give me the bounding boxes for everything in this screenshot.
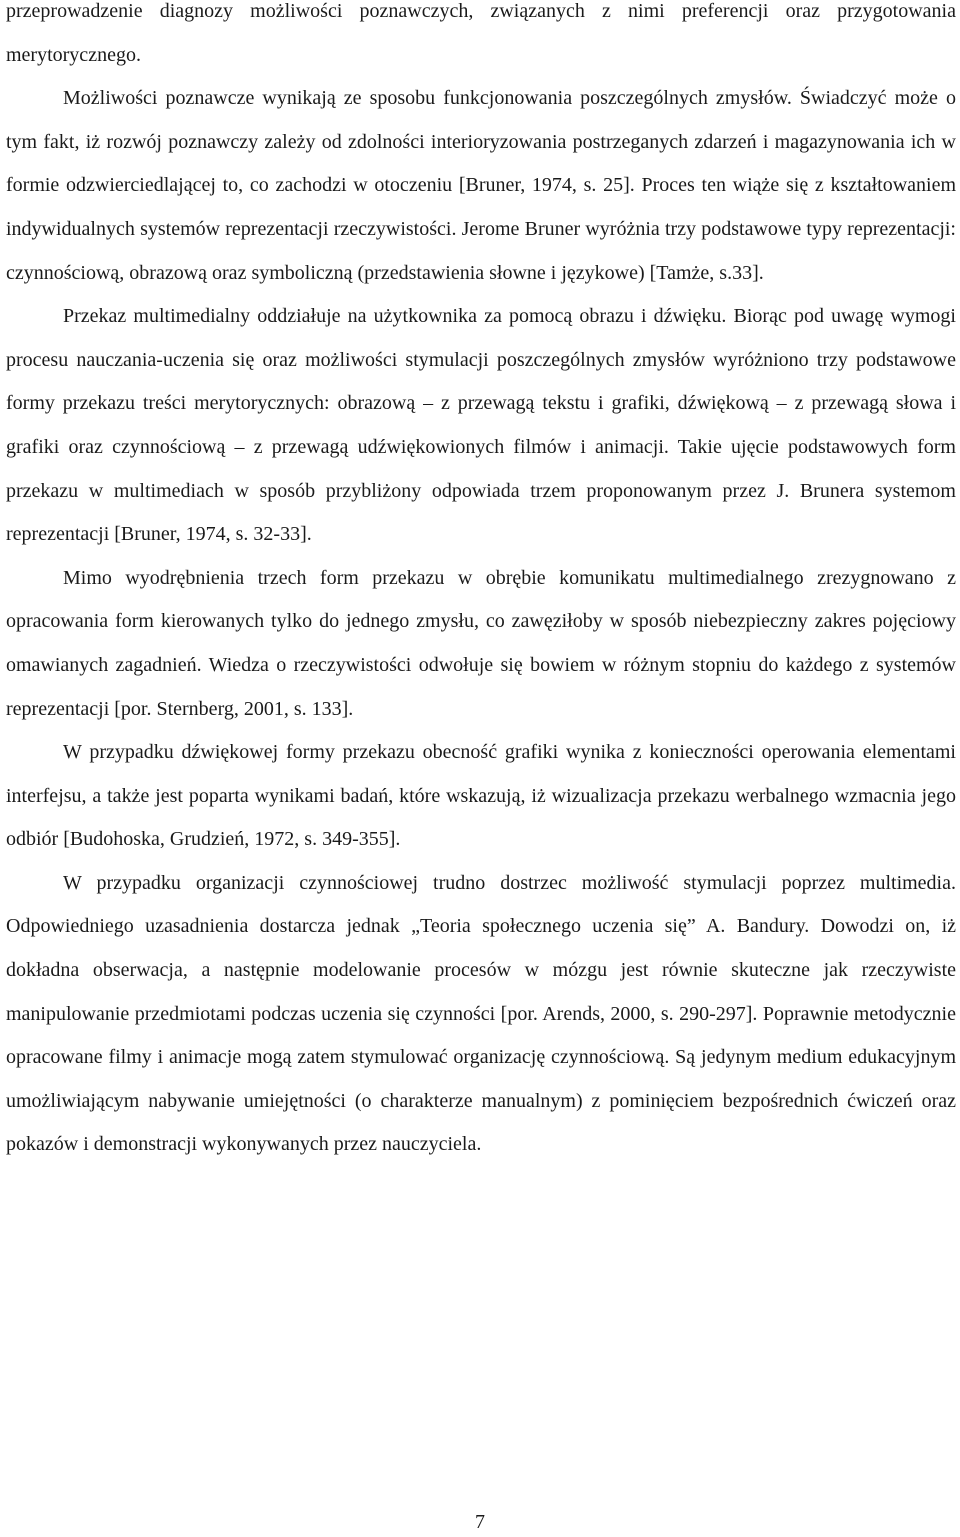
document-body bbox=[6, 0, 956, 1167]
paragraph-6: W przypadku organizacji czynnościowej trudno dostrzec możliwość stymulacji poprzez multimedia. Odpowiedniego uzasadnienia dostarcza jednak „Teoria społecznego uczenia się” A. Bandury. Dowodzi on, iż dokładna obserwacja, a następnie modelowanie procesów w mózgu jest równie skuteczne jak rzeczywiste manipulowanie przedmiotami podczas uczenia się czynności [por. Arends, 2000, s. 290-297]. Poprawnie metodycznie opracowane filmy i animacje mogą zatem stymulować organizację czynnościową. Są jedynym medium edukacyjnym umożliwiającym nabywanie umiejętności (o charakterze manualnym) z pominięciem bezpośrednich ćwiczeń oraz pokazów i demonstracji wykonywanych przez nauczyciela. bbox=[6, 871, 956, 1156]
paragraph-1: przeprowadzenie diagnozy możliwości poznawczych, związanych z nimi preferencji oraz przygotowania merytorycznego. bbox=[6, 0, 956, 66]
paragraph-5: W przypadku dźwiękowej formy przekazu obecność grafiki wynika z konieczności operowania elementami interfejsu, a także jest poparta wynikami badań, które wskazują, iż wizualizacja przekazu werbalnego wzmacnia jego odbiór [Budohoska, Grudzień, 1972, s. 349-355]. bbox=[6, 741, 956, 851]
paragraph-2: Możliwości poznawcze wynikają ze sposobu funkcjonowania poszczególnych zmysłów. Świadczyć może o tym fakt, iż rozwój poznawczy zależy od zdolności interioryzowania postrzeganych zdarzeń i magazynowania ich w formie odzwierciedlającej to, co zachodzi w otoczeniu [Bruner, 1974, s. 25]. Proces ten wiąże się z kształtowaniem indywidualnych systemów reprezentacji rzeczywistości. Jerome Bruner wyróżnia trzy podstawowe typy reprezentacji: czynnościową, obrazową oraz symboliczną (przedstawienia słowne i językowe) [Tamże, s.33]. bbox=[6, 87, 956, 284]
paragraph-3: Przekaz multimedialny oddziałuje na użytkownika za pomocą obrazu i dźwięku. Biorąc pod uwagę wymogi procesu nauczania-uczenia się oraz możliwości stymulacji poszczególnych zmysłów wyróżniono trzy podstawowe formy przekazu treści merytorycznych: obrazową – z przewagą tekstu i grafiki, dźwiękową – z przewagą słowa i grafiki oraz czynnościową – z przewagą udźwiękowionych filmów i animacji. Takie ujęcie podstawowych form przekazu w multimediach w sposób przybliżony odpowiada trzem proponowanym przez J. Brunera systemom reprezentacji [Bruner, 1974, s. 32-33]. bbox=[6, 305, 956, 546]
paragraph-4: Mimo wyodrębnienia trzech form przekazu w obrębie komunikatu multimedialnego zrezygnowano z opracowania form kierowanych tylko do jednego zmysłu, co zawęziłoby w sposób niebezpieczny zakres pojęciowy omawianych zagadnień. Wiedza o rzeczywistości odwołuje się bowiem w różnym stopniu do każdego z systemów reprezentacji [por. Sternberg, 2001, s. 133]. bbox=[6, 566, 956, 720]
page-number: 7 bbox=[475, 1511, 485, 1533]
